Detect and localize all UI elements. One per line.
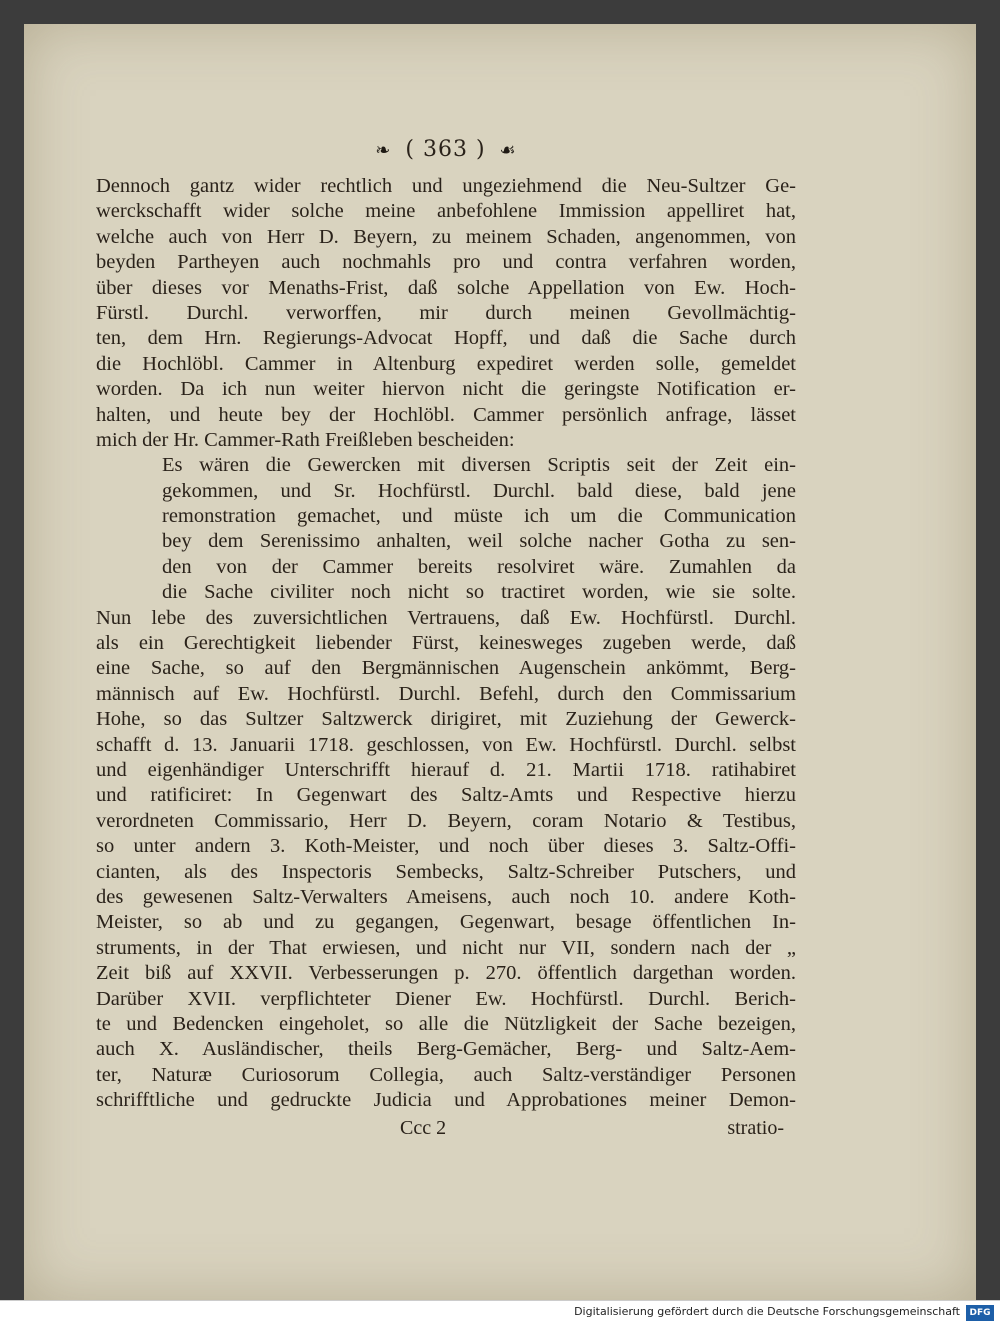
funding-credit: Digitalisierung gefördert durch die Deutsche Forschungsgemeinschaft (574, 1305, 960, 1318)
quote-line: remonstration gemachet, und müste ich um die Communication (162, 505, 796, 528)
catchword: stratio- (727, 1117, 784, 1140)
page-header (96, 134, 796, 166)
text-line: als ein Gerechtigkeit liebender Fürst, keinesweges zugeben werde, daß (96, 632, 796, 655)
text-line: beyden Partheyen auch nochmahls pro und contra verfahren worden, (96, 251, 796, 274)
text-line: mich der Hr. Cammer-Rath Freißleben bescheiden: (96, 428, 515, 451)
text-line: die Hochlöbl. Cammer in Altenburg expediret werden solle, gemeldet (96, 352, 796, 375)
text-line: Fürstl. Durchl. verworffen, mir durch meinen Gevollmächtig- (96, 301, 796, 324)
text-line: männisch auf Ew. Hochfürstl. Durchl. Befehl, durch den Commissarium (96, 682, 796, 705)
text-line: Zeit biß auf XXVII. Verbesserungen p. 270. öffentlich dargethan worden. (96, 962, 796, 985)
text-line: halten, und heute bey der Hochlöbl. Cammer persönlich anfrage, lässet (96, 403, 796, 426)
scanned-page (24, 24, 976, 1300)
text-line: des gewesenen Saltz-Verwalters Ameisens, auch noch 10. andere Koth- (96, 885, 796, 908)
page-text-block (96, 134, 796, 1147)
text-line: und eigenhändiger Unterschrifft hierauf d. 21. Martii 1718. ratihabiret (96, 758, 796, 781)
quote-line: den von der Cammer bereits resolviret wäre. Zumahlen da (162, 555, 796, 578)
page-footer (96, 1117, 796, 1147)
page-number: ( 363 ) (405, 137, 486, 162)
right-ornament: ☙ (499, 140, 517, 161)
text-line: te und Bedencken eingeholet, so alle die Nützligkeit der Sache bezeigen, (96, 1012, 796, 1035)
text-line: cianten, als des Inspectoris Sembecks, Saltz-Schreiber Putschers, und (96, 860, 796, 883)
quote-line: Es wären die Gewercken mit diversen Scriptis seit der Zeit ein- (162, 454, 796, 477)
text-line: worden. Da ich nun weiter hiervon nicht die geringste Notification er- (96, 378, 796, 401)
quote-line: bey dem Serenissimo anhalten, weil solche nacher Gotha zu sen- (162, 530, 796, 553)
text-line: struments, in der That erwiesen, und nicht nur VII, sondern nach der „ (96, 936, 796, 959)
text-line: so unter andern 3. Koth-Meister, und noch über dieses 3. Saltz-Offi- (96, 835, 796, 858)
text-line: schafft d. 13. Januarii 1718. geschlossen, von Ew. Hochfürstl. Durchl. selbst (96, 733, 796, 756)
text-line: verordneten Commissario, Herr D. Beyern, coram Notario & Testibus, (96, 809, 796, 832)
text-line: Hohe, so das Sultzer Saltzwerck dirigiret, mit Zuziehung der Gewerck- (96, 708, 796, 731)
text-line: auch X. Ausländischer, theils Berg-Gemächer, Berg- und Saltz-Aem- (96, 1038, 796, 1061)
text-line: eine Sache, so auf den Bergmännischen Augenschein ankömmt, Berg- (96, 657, 796, 680)
text-line: Meister, so ab und zu gegangen, Gegenwart, besage öffentlichen In- (96, 911, 796, 934)
quote-line: gekommen, und Sr. Hochfürstl. Durchl. bald diese, bald jene (162, 479, 796, 502)
text-line: Nun lebe des zuversichtlichen Vertrauens, daß Ew. Hochfürstl. Durchl. (96, 606, 796, 629)
text-line: über dieses vor Menaths-Frist, daß solche Appellation von Ew. Hoch- (96, 276, 796, 299)
dfg-logo-icon: DFG (966, 1305, 994, 1321)
text-line: und ratificiret: In Gegenwart des Saltz-Amts und Respective hierzu (96, 784, 796, 807)
text-line: ter, Naturæ Curiosorum Collegia, auch Saltz-verständiger Personen (96, 1063, 796, 1086)
text-line: Darüber XVII. verpflichteter Diener Ew. Hochfürstl. Durchl. Berich- (96, 987, 796, 1010)
text-line: schrifftliche und gedruckte Judicia und Approbationes meiner Demon- (96, 1089, 796, 1112)
signature-mark: Ccc 2 (400, 1117, 447, 1140)
quote-line: die Sache civiliter noch nicht so tractiret worden, wie sie solte. (162, 581, 796, 604)
text-line: welche auch von Herr D. Beyern, zu meinem Schaden, angenommen, von (96, 225, 796, 248)
left-ornament: ❧ (375, 140, 392, 161)
text-line: werckschafft wider solche meine anbefohlene Immission appelliret hat, (96, 200, 796, 223)
text-line: ten, dem Hrn. Regierungs-Advocat Hopff, und daß die Sache durch (96, 327, 796, 350)
status-bar (0, 1300, 1000, 1327)
text-line: Dennoch gantz wider rechtlich und ungeziehmend die Neu-Sultzer Ge- (96, 175, 796, 197)
